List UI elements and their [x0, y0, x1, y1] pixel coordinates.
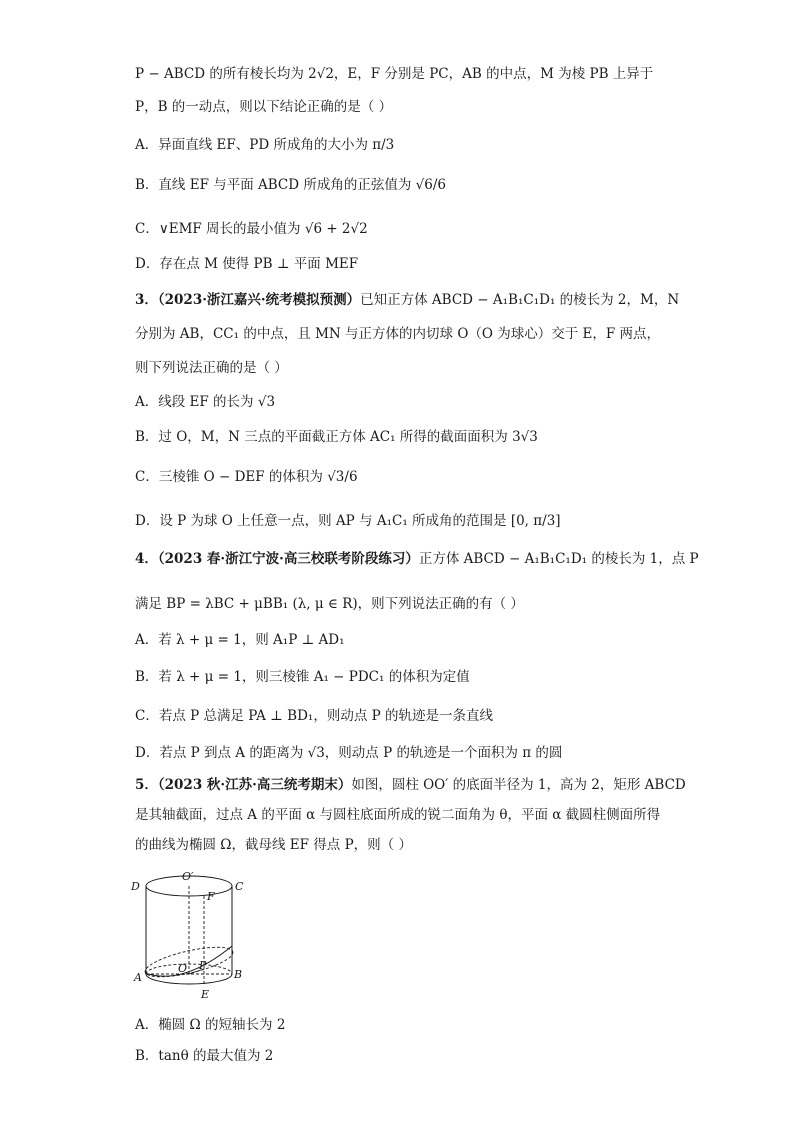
text-line-15: 满足 BP = λBC + μBB₁ (λ, μ ∈ R)，则下列说法正确的有（ ） — [135, 596, 524, 612]
text-line-24: B．tanθ 的最大值为 2 — [135, 1048, 274, 1064]
text-line-1: P − ABCD 的所有棱长均为 2√2，E，F 分别是 PC，AB 的中点，M 为棱 PB 上异于 — [135, 66, 654, 82]
text-line-16: A．若 λ + μ = 1，则 A₁P ⊥ AD₁ — [135, 632, 345, 648]
question-text: 正方体 ABCD − A₁B₁C₁D₁ 的棱长为 1，点 P — [418, 551, 699, 567]
label-C: C — [235, 880, 244, 893]
text-line-3: A．异面直线 EF、PD 所成角的大小为 π/3 — [135, 137, 395, 153]
question-header: 4．（2023 春·浙江宁波·高三校联考阶段练习） — [135, 551, 419, 567]
text-line-17: B．若 λ + μ = 1，则三棱锥 A₁ − PDC₁ 的体积为定值 — [135, 669, 470, 685]
question-text: 如图，圆柱 OO′ 的底面半径为 1，高为 2，矩形 ABCD — [351, 777, 686, 793]
text-line-19: D．若点 P 到点 A 的距离为 √3，则动点 P 的轨迹是一个面积为 π 的圆 — [135, 745, 563, 761]
text-line-14 — [135, 549, 699, 569]
question-header: 3．（2023·浙江嘉兴·统考模拟预测） — [135, 292, 361, 308]
text-line-8: 分别为 AB，CC₁ 的中点，且 MN 与正方体的内切球 O（O 为球心）交于 E，F 两点， — [135, 326, 661, 342]
text-line-22: 的曲线为椭圆 Ω，截母线 EF 得点 P，则（ ） — [135, 837, 412, 853]
cylinder-diagram — [128, 866, 250, 1008]
label-E: E — [201, 988, 210, 1001]
text-line-23: A．椭圆 Ω 的短轴长为 2 — [135, 1017, 286, 1033]
question-header: 5．（2023 秋·江苏·高三统考期末） — [135, 777, 352, 793]
text-line-4: B．直线 EF 与平面 ABCD 所成角的正弦值为 √6/6 — [135, 177, 447, 193]
text-line-11: B．过 O，M，N 三点的平面截正方体 AC₁ 所得的截面面积为 3√3 — [135, 429, 538, 445]
label-B: B — [234, 968, 243, 981]
label-O: O — [178, 962, 188, 975]
text-line-12: C．三棱锥 O − DEF 的体积为 √3/6 — [135, 469, 358, 485]
text-line-21: 是其轴截面，过点 A 的平面 α 与圆柱底面所成的锐二面角为 θ，平面 α 截圆柱侧面所得 — [135, 807, 661, 823]
label-A: A — [134, 971, 142, 984]
text-line-7 — [135, 290, 679, 310]
label-P: P — [199, 959, 207, 972]
text-line-6: D．存在点 M 使得 PB ⊥ 平面 MEF — [135, 256, 359, 272]
text-line-18: C．若点 P 总满足 PA ⊥ BD₁，则动点 P 的轨迹是一条直线 — [135, 708, 493, 724]
label-D: D — [131, 880, 140, 893]
cylinder-figure — [128, 866, 250, 1008]
label-F: F — [207, 890, 215, 903]
label-O-prime: O′ — [182, 870, 194, 883]
text-line-10: A．线段 EF 的长为 √3 — [135, 394, 276, 410]
text-line-5: C．∨EMF 周长的最小值为 √6 + 2√2 — [135, 221, 368, 237]
text-line-13: D．设 P 为球 O 上任意一点，则 AP 与 A₁C₁ 所成角的范围是 [0, π/3] — [135, 513, 561, 529]
question-text: 已知正方体 ABCD − A₁B₁C₁D₁ 的棱长为 2，M，N — [360, 292, 680, 308]
text-line-9: 则下列说法正确的是（ ） — [135, 360, 288, 376]
text-line-2: P，B 的一动点，则以下结论正确的是（ ） — [135, 99, 393, 115]
text-line-20 — [135, 775, 686, 795]
